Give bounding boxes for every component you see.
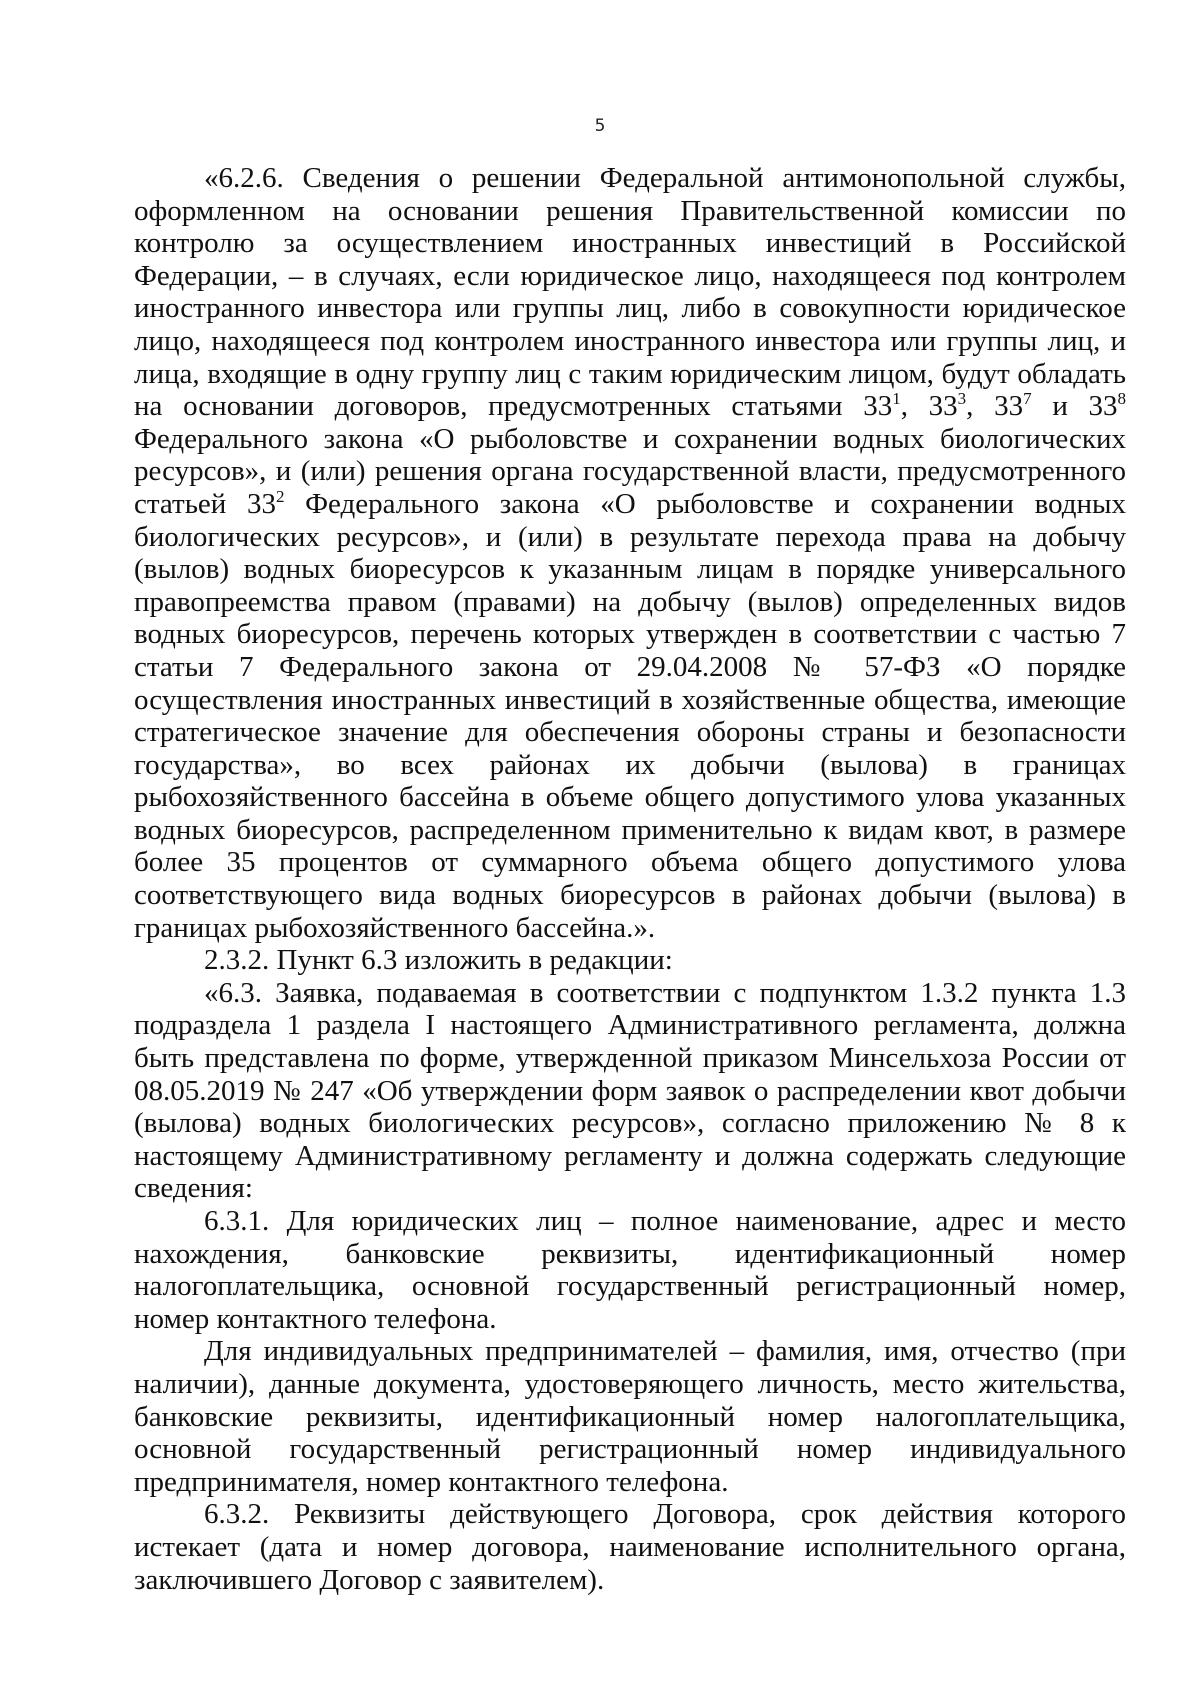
superscript: 7 bbox=[1023, 389, 1032, 409]
superscript: 2 bbox=[275, 486, 285, 506]
text-segment: Для индивидуальных предпринимателей – фамилия, имя, отчество (при наличии), данные документа, удостоверяющего личность, место жительства, банковские реквизиты, идентификационный номер налогоплательщика, основной государственный регистрационный номер индивидуального предпринимателя, номер контактного телефона. bbox=[134, 1335, 1126, 1498]
paragraph-p4 bbox=[134, 1205, 1126, 1335]
text-segment: 6.3.1. Для юридических лиц – полное наименование, адрес и место нахождения, банковские реквизиты, идентификационный номер налогоплательщика, основной государственный регистрационный номер, номер контактного телефона. bbox=[134, 1205, 1126, 1335]
superscript: 3 bbox=[957, 389, 967, 409]
text-segment: , 33 bbox=[966, 390, 1024, 423]
paragraph-p1 bbox=[134, 162, 1126, 944]
paragraph-p2 bbox=[134, 944, 1126, 977]
text-segment: и 33 bbox=[1031, 390, 1118, 423]
paragraph-p5 bbox=[134, 1335, 1126, 1498]
text-segment: 6.3.2. Реквизиты действующего Договора, срок действия которого истекает (дата и номер договора, наименование исполнительного органа, заключившего Договор с заявителем). bbox=[134, 1498, 1126, 1596]
text-segment: , 33 bbox=[900, 390, 958, 423]
superscript: 8 bbox=[1117, 389, 1127, 409]
text-segment: Федерального закона «О рыболовстве и сохранении водных биологических ресурсов», и (или) решения органа государственной власти, предусмотренного статьей 33 bbox=[134, 422, 1126, 520]
superscript: 1 bbox=[892, 389, 901, 409]
text-segment: 2.3.2. Пункт 6.3 изложить в редакции: bbox=[204, 944, 673, 977]
text-segment: «6.3. Заявка, подаваемая в соответствии с подпунктом 1.3.2 пункта 1.3 подраздела 1 раздела I настоящего Административного регламента, должна быть представлена по форме, утвержденной приказом Минсельхоза России от 08.05.2019 № 247 «Об утверждении форм заявок о распределении квот добычи (вылова) водных биологических ресурсов», согласно приложению № 8 к настоящему Административному регламенту и должна содержать следующие сведения: bbox=[134, 976, 1126, 1205]
text-segment: Федерального закона «О рыболовстве и сохранении водных биологических ресурсов», и (или) в результате перехода права на добычу (вылов) водных биоресурсов к указанным лицам в порядке универсального правопреемства правом (правами) на добычу (вылов) определенных видов водных биоресурсов, перечень которых утвержден в соответствии с частью 7 статьи 7 Федерального закона от 29.04.2008 № 57-ФЗ «О порядке осуществления иностранных инвестиций в хозяйственные общества, имеющие стратегическое значение для обеспечения обороны страны и безопасности государства», во всех районах их добычи (вылова) в границах рыбохозяйственного бассейна в объеме общего допустимого улова указанных водных биоресурсов, распределенном применительно к видам квот, в размере более 35 процентов от суммарного объема общего допустимого улова соответствующего вида водных биоресурсов в районах добычи (вылова) в границах рыбохозяйственного бассейна.». bbox=[134, 487, 1126, 944]
text-segment: «6.2.6. Сведения о решении Федеральной антимонопольной службы, оформленном на основании решения Правительственной комиссии по контролю за осуществлением иностранных инвестиций в Российской Федерации, – в случаях, если юридическое лицо, находящееся под контролем иностранного инвестора или группы лиц, либо в совокупности юридическое лицо, находящееся под контролем иностранного инвестора или группы лиц, и лица, входящие в одну группу лиц с таким юридическим лицом, будут обладать на основании договоров, предусмотренных статьями 33 bbox=[134, 162, 1126, 423]
page-number: 5 bbox=[594, 116, 606, 136]
document-body bbox=[134, 162, 1126, 1596]
paragraph-p3 bbox=[134, 977, 1126, 1205]
paragraph-p6 bbox=[134, 1498, 1126, 1596]
